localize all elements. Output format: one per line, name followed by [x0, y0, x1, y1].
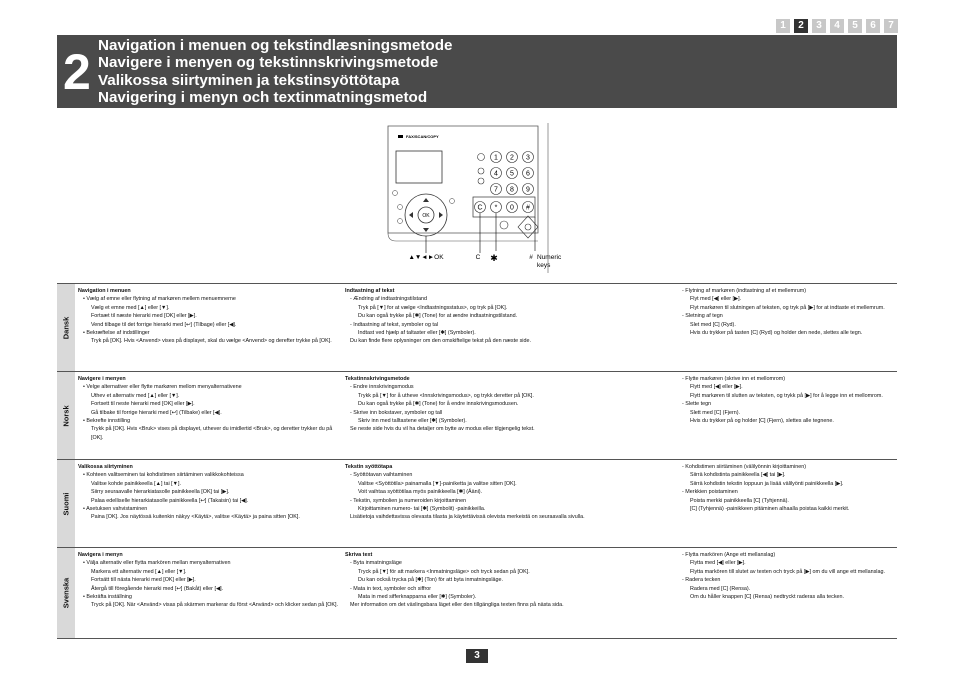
title-danish: Navigation i menuen og tekstindlæsningsmetode [98, 37, 453, 54]
dash-item: - Mata in text, symboler och siffror [350, 585, 432, 592]
text-line: Återgå till föregående hierarki med [↩] (Bakåt) eller [◀]. [91, 585, 224, 592]
text-line: Fortsæt til næste hierarki med [OK] eller [▶]. [91, 313, 197, 320]
text-line: Hvis du trykker på og holder [C] (Fjern), slettes alle tegnene. [690, 418, 834, 425]
text-line: Vælg et emne med [▲] eller [▼]. [91, 304, 170, 311]
page-tabs [776, 19, 898, 33]
column-cursor [677, 287, 887, 337]
dash-item: - Radera tecken [682, 577, 721, 584]
text-line: Markera ett alternativ med [▲] eller [▼]. [91, 568, 187, 575]
right-arrow-icon [439, 212, 443, 218]
text-line: [C] (Tyhjennä) -painikkeen pitäminen alhaalla poistaa kaikki merkit. [690, 506, 850, 513]
dash-item: - Byta inmatningsläge [350, 560, 402, 567]
column-navigation [78, 463, 340, 522]
text-line: Flytt med [◀] eller [▶]. [690, 384, 743, 391]
language-label: Svenska [61, 577, 71, 609]
page-tab[interactable]: 4 [830, 19, 844, 33]
text-line: Tryck på [▼] för att markera <Inmatningsläge> och tryck sedan på [OK]. [358, 568, 530, 575]
key-c: C [477, 204, 483, 212]
text-line: Trykk på [OK]. Hvis <Bruk> vises på displayet, uthever du imidlertid <Bruk>, og deretter trykker du på [OK]. [91, 426, 333, 441]
page-tab-current[interactable]: 2 [794, 19, 808, 33]
section-titles [98, 37, 452, 107]
dash-item: - Syöttötavan vaihtaminen [350, 472, 413, 479]
dash-item: - Flytning af markøren (indtastning af et mellemrum) [682, 288, 807, 294]
control-panel-illustration [380, 123, 562, 273]
key-1: 1 [494, 154, 498, 162]
dash-item: - Sletning af tegn [682, 313, 723, 320]
numeric-label: Numeric [537, 254, 562, 261]
column-navigation [78, 287, 340, 346]
c-label: C [475, 254, 481, 261]
section-dansk [57, 283, 897, 372]
text-line: Fortsätt till nästa hierarki med [OK] eller [▶]. [91, 577, 196, 584]
title-norwegian: Navigere i menyen og tekstinnskrivingsmetode [98, 54, 439, 72]
column-heading: Skriva text [345, 552, 373, 558]
text-line: Valitse <Syöttötila> painamalla [▼]-painiketta ja valitse sitten [OK]. [358, 480, 517, 487]
star-label: ✱ [490, 253, 498, 263]
text-line: Valitse kohde painikkeella [▲] tai [▼]. [91, 480, 181, 487]
page-tab[interactable]: 6 [866, 19, 880, 33]
page-tab[interactable]: 5 [848, 19, 862, 33]
dash-item: - Endre innskrivingsmodus [350, 384, 414, 391]
bullet: • Välja alternativ eller flytta markören mellan menyalternativen [83, 560, 231, 567]
column-text-entry [345, 551, 665, 610]
arrows-ok-label: ▲▼◄►OK [408, 254, 444, 261]
text-line: Kirjoittaminen numero- tai [✱] (Symbolit) -painikkeilla. [358, 506, 486, 513]
language-sidebar [57, 284, 75, 372]
column-heading: Navigera i menyn [78, 552, 123, 558]
section-svenska [57, 547, 897, 639]
column-cursor [677, 551, 887, 601]
text-line: Palaa edelliselle hierarkiatasolle painikkeella [↩] (Takaisin) tai [◀]. [91, 497, 249, 504]
hash-label: # [529, 254, 533, 261]
bullet: • Bekræftelse af indstillinger [83, 330, 150, 337]
bullet: • Velge alternativer eller flytte markøren mellom menyalternativene [83, 384, 242, 391]
text-line: Fortsett til neste hierarki med [OK] eller [▶]. [91, 401, 195, 408]
key-3: 3 [526, 154, 530, 162]
page-tab[interactable]: 3 [812, 19, 826, 33]
text-line: Mer information om det växlingsbara läget eller den tillgängliga texten finns på nästa sida. [350, 602, 564, 609]
page-tab[interactable]: 1 [776, 19, 790, 33]
fax-scan-copy-label: FAX/SCAN/COPY [406, 134, 439, 139]
column-cursor [677, 463, 887, 513]
column-navigation [78, 551, 340, 610]
dash-item: - Indtastning af tekst, symboler og tal [350, 321, 439, 328]
text-line: Du kan finde flere oplysninger om den omskiftelige tekst på den næste side. [350, 338, 531, 345]
language-label: Norsk [61, 405, 71, 427]
key-2: 2 [510, 154, 514, 162]
column-text-entry [345, 463, 665, 522]
column-navigation [78, 375, 340, 442]
text-line: Poista merkki painikkeella [C] (Tyhjennä). [690, 497, 789, 504]
text-line: Indtast ved hjælp af taltaster eller [✱] (Symboler). [358, 330, 476, 337]
language-sidebar [57, 460, 75, 548]
section-norsk [57, 371, 897, 460]
text-line: Siirrä kohdistinta painikkeella [◀] tai [▶]. [690, 472, 786, 479]
key-star: * [494, 204, 498, 212]
text-line: Skriv inn med talltastene eller [✱] (Symboler). [358, 418, 467, 425]
text-line: Se neste side hvis du vil ha detaljer om bytte av modus eller tilgjengelig tekst. [350, 426, 535, 433]
column-cursor [677, 375, 887, 425]
text-line: Mata in med sifferknapparna eller [✱] (Symboler). [358, 594, 477, 601]
text-line: Du kan också trycka på [✱] (Ton) för att byta inmatningsläge. [358, 577, 504, 584]
bullet: • Kohteen valitseminen tai kohdistimen siirtäminen valikkokohteissa [83, 472, 244, 479]
text-line: Hvis du trykker på tasten [C] (Ryd) og holder den nede, slettes alle tegn. [690, 330, 863, 337]
language-label: Suomi [61, 492, 71, 516]
key-7: 7 [494, 186, 498, 194]
text-line: Siirry seuraavalle hierarkiatasolle painikkeella [OK] tai [▶]. [91, 489, 230, 496]
column-heading: Navigere i menyen [78, 376, 126, 382]
column-text-entry [345, 287, 665, 346]
text-line: Du kan også trykke på [✱] (Tone) for at ændre indtastningstilstand. [358, 313, 518, 320]
text-line: Trykk på [▼] for å utheve <Innskrivingsmodus>, og trykk deretter på [OK]. [358, 392, 534, 399]
dash-item: - Slette tegn [682, 401, 712, 408]
language-sidebar [57, 548, 75, 638]
dash-item: - Flytte markøren (skrive inn et mellomrom) [682, 376, 786, 382]
text-line: Tryck på [OK]. När <Använd> visas på skärmen markerar du först <Använd> och klicker sedan på [OK]. [91, 602, 338, 609]
dash-item: - Skrive inn bokstaver, symboler og tall [350, 409, 443, 416]
text-line: Radera med [C] (Rensa). [690, 585, 751, 592]
text-line: Du kan også trykke på [✱] (Tone) for å endre innskrivingsmodusen. [358, 401, 519, 408]
key-5: 5 [510, 170, 514, 178]
text-line: Paina [OK]. Jos näytössä kuitenkin näkyy <Käytä>, valitse <Käytä> ja paina sitten [OK]. [91, 514, 300, 521]
section-banner [57, 35, 897, 108]
dash-item: - Ændring af indtastningstilstand [350, 296, 428, 303]
dash-item: - Merkkien poistaminen [682, 489, 738, 496]
column-heading: Tekstin syöttötapa [345, 464, 393, 470]
column-heading: Valikossa siirtyminen [78, 464, 133, 470]
section-suomi [57, 459, 897, 548]
key-9: 9 [526, 186, 530, 194]
down-arrow-icon [423, 228, 429, 232]
column-text-entry [345, 375, 665, 434]
text-line: Flyt med [◀] eller [▶]. [690, 296, 742, 303]
dash-item: - Kohdistimen siirtäminen (välilyönnin kirjoittaminen) [682, 464, 807, 470]
text-line: Slet med [C] (Ryd). [690, 321, 736, 328]
key-0: 0 [510, 204, 514, 212]
page-number: 3 [466, 649, 488, 663]
column-heading: Navigation i menuen [78, 288, 131, 294]
text-line: Slett med [C] (Fjern). [690, 409, 741, 416]
text-line: Flyt markøren til slutningen af teksten, og tryk på [▶] for at indtaste et mellemrum. [690, 304, 885, 311]
text-line: Siirrä kohdistin tekstin loppuun ja lisää välilyönti painikkeella [▶]. [690, 480, 844, 487]
language-label: Dansk [61, 316, 71, 340]
left-arrow-icon [409, 212, 413, 218]
language-sidebar [57, 372, 75, 460]
key-hash: # [526, 204, 530, 212]
text-line: Lisätietoja vaihdettavissa olevasta tilasta ja käytettävissä olevista merkeistä on seuraavalla sivulla. [350, 514, 585, 521]
text-line: Gå tilbake til forrige hierarki med [↩] (Tilbake) eller [◀]. [91, 409, 222, 416]
text-line: Vend tilbage til det forrige hierarki med [↩] (Tilbage) eller [◀]. [91, 321, 237, 328]
text-line: Tryk på [▼] for at vælge <Indtastningsstatus>, og tryk på [OK]. [358, 304, 508, 311]
key-6: 6 [526, 170, 530, 178]
bullet: • Vælg af emne eller flytning af markøren mellem menuemnerne [83, 296, 236, 303]
key-4: 4 [494, 170, 498, 178]
text-line: Voit vaihtaa syöttötilaa myös painikkeella [✱] (Ääni). [358, 489, 483, 496]
page-tab[interactable]: 7 [884, 19, 898, 33]
title-finnish: Valikossa siirtyminen ja tekstinsyöttötapa [98, 71, 400, 89]
text-line: Flytt markøren til slutten av teksten, og trykk på [▶] for å legge inn et mellomrom. [690, 392, 883, 399]
text-line: Om du håller knappen [C] (Rensa) nedtryckt raderas alla tecken. [690, 594, 845, 601]
title-swedish: Navigering i menyn och textinmatningsmetod [98, 89, 428, 107]
dash-item: - Tekstin, symbolien ja numeroiden kirjoittaminen [350, 497, 467, 504]
ok-button-label: OK [422, 213, 430, 219]
text-line: Tryk på [OK]. Hvis <Anvend> vises på displayet, skal du vælge <Anvend> og derefter trykke på [OK]. [91, 338, 332, 345]
dash-item: - Flytta markören (Ange ett mellanslag) [682, 552, 776, 558]
up-arrow-icon [423, 198, 429, 202]
step-number: 2 [63, 44, 91, 100]
column-heading: Tekstinnskrivingsmetode [345, 376, 410, 382]
bullet: • Bekräfta inställning [83, 594, 132, 601]
column-heading: Indtastning af tekst [345, 288, 395, 294]
key-8: 8 [510, 186, 514, 194]
text-line: Uthev et alternativ med [▲] eller [▼]. [91, 392, 180, 399]
keys-label: keys [537, 262, 551, 269]
text-line: Flytta med [◀] eller [▶]. [690, 560, 746, 567]
bullet: • Bekrefte innstilling [83, 418, 131, 425]
text-line: Flytta markören till slutet av texten och tryck på [▶] om du vill ange ett mellanslag. [690, 568, 885, 575]
bullet: • Asetuksen vahvistaminen [83, 506, 148, 513]
